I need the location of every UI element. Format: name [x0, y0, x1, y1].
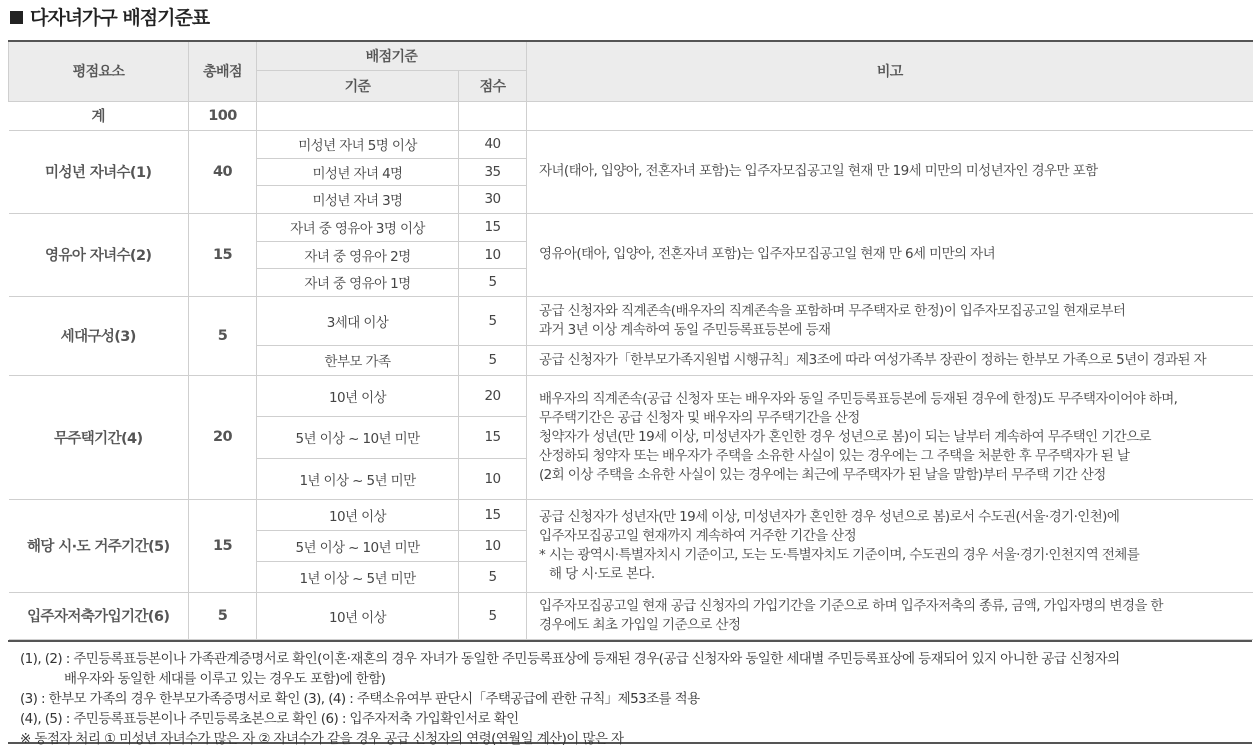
criteria-cell: 5년 이상 ~ 10년 미만: [257, 416, 459, 458]
score-cell: 5: [459, 561, 527, 592]
table-row: [9, 592, 1253, 639]
score-cell: 35: [459, 158, 527, 185]
remark-line: 해 당 시·도로 본다.: [549, 565, 655, 582]
remark-line: 공급 신청자와 직계존속(배우자의 직계존속을 포함하며 무주택자로 한정)이 입주자모집공고일 현재로부터: [539, 302, 1126, 319]
remark-line: 입주자모집공고일 현재 공급 신청자의 가입기간을 기준으로 하며 입주자저축의 종류, 금액, 가입자명의 변경을 한: [539, 597, 1163, 614]
total-cell: 15: [189, 213, 257, 296]
remark-line: 무주택기간은 공급 신청자 및 배우자의 무주택기간을 산정: [539, 409, 860, 426]
remark-line: * 시는 광역시·특별자치시 기준이고, 도는 도·특별자치도 기준이며, 수도권의 경우 서울·경기·인천지역 전체를: [539, 546, 1140, 563]
sum-row: [9, 101, 1253, 130]
footnote-line: (4), (5) : 주민등록표등본이나 주민등록초본으로 확인 (6) : 입주자저축 가입확인서로 확인: [20, 711, 519, 727]
score-cell: 10: [459, 530, 527, 561]
total-cell: 40: [189, 130, 257, 213]
criteria-cell: 1년 이상 ~ 5년 미만: [257, 458, 459, 499]
score-cell: 15: [459, 213, 527, 241]
factor-cell: 무주택기간(4): [9, 375, 189, 499]
criteria-cell: 3세대 이상: [257, 296, 459, 345]
score-table: [8, 40, 1253, 640]
criteria-cell: 미성년 자녀 5명 이상: [257, 130, 459, 158]
remark-line: 자녀(태아, 입양아, 전혼자녀 포함)는 입주자모집공고일 현재 만 19세 미만의 미성년자인 경우만 포함: [539, 163, 1098, 179]
score-cell: 40: [459, 130, 527, 158]
criteria-cell: 자녀 중 영유아 1명: [257, 268, 459, 296]
score-cell: 15: [459, 416, 527, 458]
factor-cell: 입주자저축가입기간(6): [9, 592, 189, 639]
score-cell: 5: [459, 296, 527, 345]
header-criteria-group: 배점기준: [257, 41, 527, 70]
footnote-line: (1), (2) : 주민등록표등본이나 가족관계증명서로 확인(이혼·재혼의 경우 자녀가 동일한 주민등록표상에 등재된 경우(공급 신청자와 동일한 세대별 주민등록표상에 등재되어 있지 아니한 공급 신청자의: [20, 651, 1120, 667]
header-factor: 평점요소: [9, 41, 189, 101]
table-row: [9, 296, 1253, 345]
score-cell: 10: [459, 458, 527, 499]
score-cell: 5: [459, 268, 527, 296]
sum-total: 100: [189, 101, 257, 130]
score-cell: 10: [459, 241, 527, 268]
remark-line: 공급 신청자가「한부모가족지원법 시행규칙」제3조에 따라 여성가족부 장관이 정하는 한부모 가족으로 5년이 경과된 자: [539, 351, 1207, 368]
remark-line: 경우에도 최초 가입일 기준으로 산정: [539, 616, 741, 633]
remark-cell: [527, 213, 1253, 296]
footnotes: [8, 640, 1252, 747]
criteria-cell: 10년 이상: [257, 592, 459, 639]
criteria-cell: 1년 이상 ~ 5년 미만: [257, 561, 459, 592]
sum-remark-empty: [527, 101, 1253, 130]
table-row: [9, 130, 1253, 158]
table-row: [9, 499, 1253, 530]
remark-cell: [527, 592, 1253, 639]
remark-line: 청약자가 성년(만 19세 이상, 미성년자가 혼인한 경우 성년으로 봄)이 되는 날부터 계속하여 무주택인 기간으로: [539, 428, 1151, 445]
footnote-line: ※ 동점자 처리 ① 미성년 자녀수가 많은 자 ② 자녀수가 같을 경우 공급 신청자의 연령(연월일 계산)이 많은 자: [20, 731, 624, 747]
criteria-cell: 자녀 중 영유아 2명: [257, 241, 459, 268]
score-cell: 5: [459, 592, 527, 639]
header-criteria: 기준: [257, 70, 459, 101]
footnote-line: (3) : 한부모 가족의 경우 한부모가족증명서로 확인 (3), (4) : 주택소유여부 판단시「주택공급에 관한 규칙」제53조를 적용: [20, 691, 700, 707]
score-cell: 5: [459, 345, 527, 375]
header-row: [9, 41, 1253, 70]
remark-cell: [527, 499, 1253, 592]
remark-line: 공급 신청자가 성년자(만 19세 이상, 미성년자가 혼인한 경우 성년으로 봄)로서 수도권(서울·경기·인천)에: [539, 508, 1120, 525]
remark-line: 입주자모집공고일 현재까지 계속하여 거주한 기간을 산정: [539, 527, 857, 544]
score-cell: 15: [459, 499, 527, 530]
sum-criteria-empty: [257, 101, 459, 130]
factor-cell: 영유아 자녀수(2): [9, 213, 189, 296]
criteria-cell: 5년 이상 ~ 10년 미만: [257, 530, 459, 561]
factor-cell: 미성년 자녀수(1): [9, 130, 189, 213]
page-title: [10, 4, 209, 32]
remark-line: (2회 이상 주택을 소유한 사실이 있는 경우에는 최근에 무주택자가 된 날을 말함)부터 무주택 기간 산정: [539, 466, 1106, 483]
remark-cell: [527, 130, 1253, 213]
header-score: 점수: [459, 70, 527, 101]
factor-cell: 해당 시·도 거주기간(5): [9, 499, 189, 592]
remark-cell: [527, 345, 1253, 375]
header-total: 총배점: [189, 41, 257, 101]
total-cell: 15: [189, 499, 257, 592]
criteria-cell: 미성년 자녀 3명: [257, 185, 459, 213]
remark-line: 산정하되 청약자 또는 배우자가 주택을 소유한 사실이 있는 경우에는 그 주택을 처분한 후 무주택자가 된 날: [539, 447, 1130, 464]
total-cell: 5: [189, 296, 257, 375]
sum-score-empty: [459, 101, 527, 130]
table-row: [9, 375, 1253, 416]
score-cell: 30: [459, 185, 527, 213]
criteria-cell: 10년 이상: [257, 499, 459, 530]
remark-line: 영유아(태아, 입양아, 전혼자녀 포함)는 입주자모집공고일 현재 만 6세 미만의 자녀: [539, 246, 996, 262]
criteria-cell: 자녀 중 영유아 3명 이상: [257, 213, 459, 241]
header-remarks: 비고: [527, 41, 1253, 101]
table-row: [9, 213, 1253, 241]
footnote-line: 배우자와 동일한 세대를 이루고 있는 경우도 포함)에 한함): [64, 671, 386, 687]
remark-line: 과거 3년 이상 계속하여 동일 주민등록표등본에 등재: [539, 321, 831, 338]
score-cell: 20: [459, 375, 527, 416]
criteria-cell: 미성년 자녀 4명: [257, 158, 459, 185]
remark-cell: [527, 296, 1253, 345]
page-title-text: 다자녀가구 배점기준표: [30, 7, 210, 29]
sum-label: 계: [9, 101, 189, 130]
factor-cell: 세대구성(3): [9, 296, 189, 375]
total-cell: 20: [189, 375, 257, 499]
remark-cell: [527, 375, 1253, 499]
total-cell: 5: [189, 592, 257, 639]
square-bullet-icon: [10, 11, 23, 24]
criteria-cell: 10년 이상: [257, 375, 459, 416]
criteria-cell: 한부모 가족: [257, 345, 459, 375]
remark-line: 배우자의 직계존속(공급 신청자 또는 배우자와 동일 주민등록표등본에 등재된 경우에 한정)도 무주택자이어야 하며,: [539, 390, 1178, 407]
